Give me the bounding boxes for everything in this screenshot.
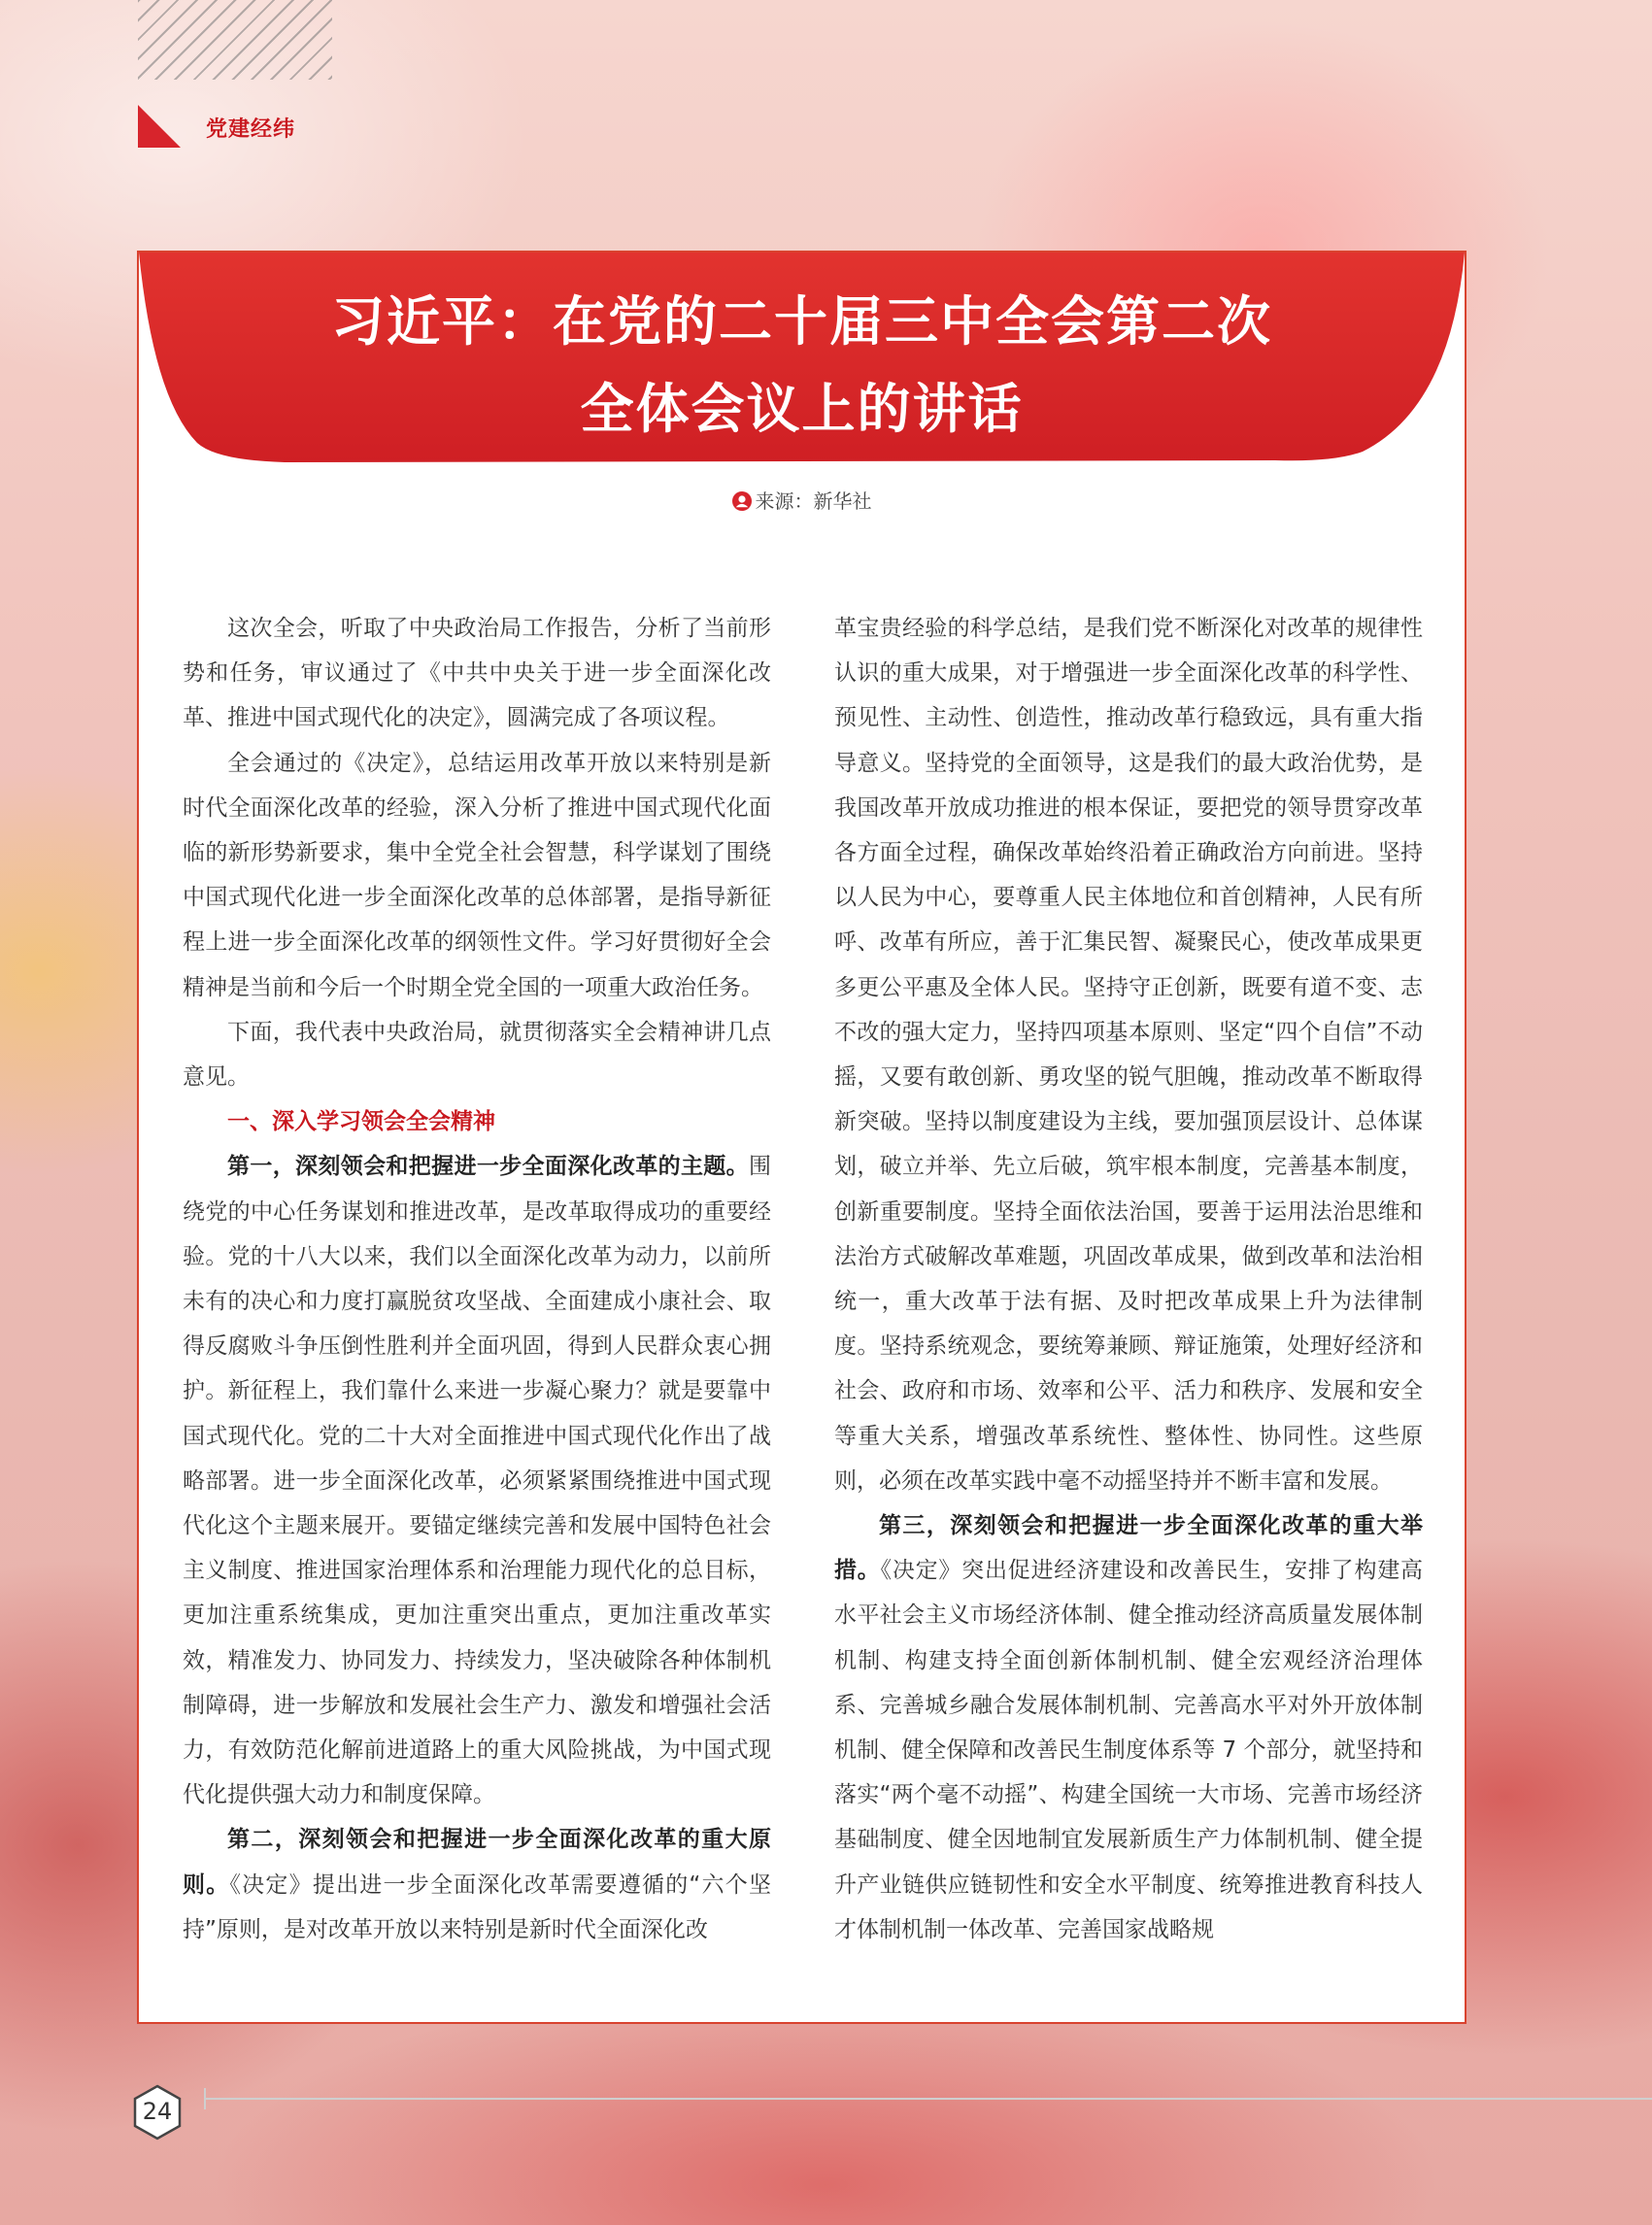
decorative-hatch bbox=[138, 0, 332, 80]
right-column bbox=[834, 606, 1423, 1952]
title-line-1: 习近平：在党的二十届三中全会第二次 bbox=[330, 290, 1272, 353]
paragraph-lead: 第一，深刻领会和把握进一步全面深化改革的主题。 bbox=[227, 1154, 749, 1180]
paragraph-lead: 第三，深刻领会和把握进一步全面深化改革的重大举措。 bbox=[834, 1513, 1423, 1584]
paragraph-body: 围绕党的中心任务谋划和推进改革，是改革取得成功的重要经验。党的十八大以来，我们以全面深化改革为动力，以前所未有的决心和力度打赢脱贫攻坚战、全面建成小康社会、取得反腐败斗争压倒性胜利并全面巩固，得到人民群众衷心拥护。新征程上，我们靠什么来进一步凝心聚力？就是要靠中国式现代化。党的二十大对全面推进中国式现代化作出了战略部署。进一步全面深化改革，必须紧紧围绕推进中国式现代化这个主题来展开。要锚定继续完善和发展中国特色社会主义制度、推进国家治理体系和治理能力现代化的总目标，更加注重系统集成，更加注重突出重点，更加注重改革实效，精准发力、协同发力、持续发力，坚决破除各种体制机制障碍，进一步解放和发展社会生产力、激发和增强社会活力，有效防范化解前进道路上的重大风险挑战，为中国式现代化提供强大动力和制度保障。 bbox=[183, 1154, 771, 1808]
title-banner bbox=[139, 253, 1465, 472]
article-title bbox=[139, 278, 1465, 453]
paragraph: 全会通过的《决定》，总结运用改革开放以来特别是新时代全面深化改革的经验，深入分析了推进中国式现代化面临的新形势新要求，集中全党全社会智慧，科学谋划了围绕中国式现代化进一步全面深化改革的总体部署，是指导新征程上进一步全面深化改革的纲领性文件。学习好贯彻好全会精神是当前和今后一个时期全党全国的一项重大政治任务。 bbox=[183, 750, 771, 1000]
paragraph: 革宝贵经验的科学总结，是我们党不断深化对改革的规律性认识的重大成果，对于增强进一步全面深化改革的科学性、预见性、主动性、创造性，推动改革行稳致远，具有重大指导意义。坚持党的全面领导，这是我们的最大政治优势，是我国改革开放成功推进的根本保证，要把党的领导贯穿改革各方面全过程，确保改革始终沿着正确政治方向前进。坚持以人民为中心，要尊重人民主体地位和首创精神，人民有所呼、改革有所应，善于汇集民智、凝聚民心，使改革成果更多更公平惠及全体人民。坚持守正创新，既要有道不变、志不改的强大定力，坚持四项基本原则、坚定“四个自信”不动摇，又要有敢创新、勇攻坚的锐气胆魄，推动改革不断取得新突破。坚持以制度建设为主线，要加强顶层设计、总体谋划，破立并举、先立后破，筑牢根本制度，完善基本制度，创新重要制度。坚持全面依法治国，要善于运用法治思维和法治方式破解改革难题，巩固改革成果，做到改革和法治相统一，重大改革于法有据、及时把改革成果上升为法律制度。坚持系统观念，要统筹兼顾、辩证施策，处理好经济和社会、政府和市场、效率和公平、活力和秩序、发展和安全等重大关系，增强改革系统性、整体性、协同性。这些原则，必须在改革实践中毫不动摇坚持并不断丰富和发展。 bbox=[834, 616, 1423, 1494]
paragraph: 这次全会，听取了中央政治局工作报告，分析了当前形势和任务，审议通过了《中共中央关于进一步全面深化改革、推进中国式现代化的决定》，圆满完成了各项议程。 bbox=[183, 616, 771, 731]
article-source bbox=[139, 486, 1465, 514]
paragraph bbox=[183, 1144, 771, 1817]
source-text: 来源：新华社 bbox=[755, 489, 872, 513]
section-marker-icon bbox=[138, 105, 181, 148]
paragraph bbox=[834, 1503, 1423, 1952]
title-line-2: 全体会议上的讲话 bbox=[580, 378, 1024, 440]
article-page bbox=[137, 251, 1467, 2024]
paragraph: 下面，我代表中央政治局，就贯彻落实全会精神讲几点意见。 bbox=[183, 1019, 771, 1091]
paragraph bbox=[183, 1817, 771, 1952]
paragraph-body: 《决定》突出促进经济建设和改善民生，安排了构建高水平社会主义市场经济体制、健全推动经济高质量发展体制机制、构建支持全面创新体制机制、健全宏观经济治理体系、完善城乡融合发展体制机制、完善高水平对外开放体制机制、健全保障和改善民生制度体系等 7 个部分，就坚持和落实“两个毫不动摇”、构建全国统一大市场、完善市场经济基础制度、健全因地制宜发展新质生产力体制机制、健全提升产业链供应链韧性和安全水平制度、统筹推进教育科技人才体制机制一体改革、完善国家战略规 bbox=[834, 1558, 1424, 1942]
section-heading: 一、深入学习领会全会精神 bbox=[227, 1109, 495, 1135]
left-column bbox=[183, 606, 771, 1952]
footer-rule bbox=[204, 2098, 1652, 2100]
page-number: 24 bbox=[142, 2098, 173, 2125]
paragraph-body: 《决定》提出进一步全面深化改革需要遵循的“六个坚持”原则，是对改革开放以来特别是新时代全面深化改 bbox=[183, 1871, 772, 1942]
section-label: 党建经纬 bbox=[206, 118, 296, 142]
person-icon bbox=[732, 491, 752, 511]
paragraph-lead: 第二，深刻领会和把握进一步全面深化改革的重大原则。 bbox=[183, 1827, 771, 1898]
page-number-badge bbox=[132, 2084, 183, 2141]
